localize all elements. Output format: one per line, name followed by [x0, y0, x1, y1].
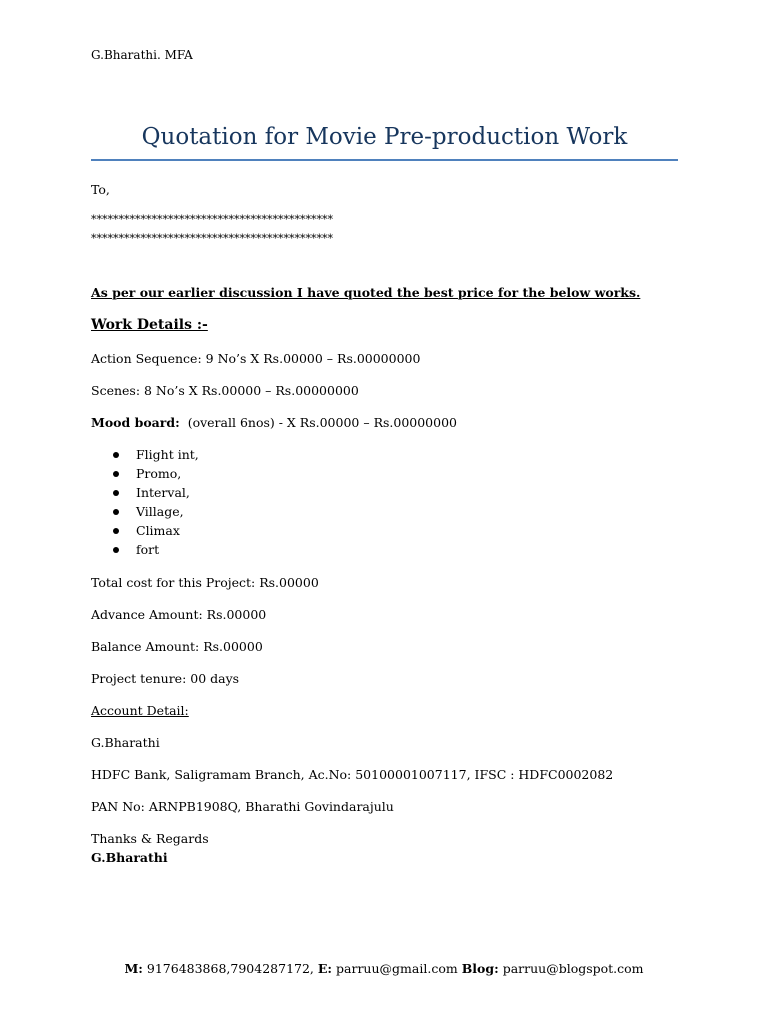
signer-name: G.Bharathi [91, 850, 168, 865]
list-item: Flight int, [110, 447, 199, 466]
action-sequence-line: Action Sequence: 9 No’s X Rs.00000 – Rs.00000000 [91, 351, 421, 366]
work-details-heading: Work Details :- [91, 317, 208, 333]
blog-value: parruu@blogspot.com [502, 961, 644, 976]
address-line-2: ******************************************** [91, 232, 333, 245]
email-label: E: [317, 961, 333, 976]
title-underline-rule [91, 159, 678, 161]
balance-amount-line: Balance Amount: Rs.00000 [91, 639, 263, 654]
mood-board-line [91, 415, 457, 430]
mobile-label: M: [124, 961, 143, 976]
mood-board-list [110, 447, 199, 561]
intro-text: As per our earlier discussion I have quoted the best price for the below works. [91, 285, 641, 300]
project-tenure-line: Project tenure: 00 days [91, 671, 240, 686]
bullet-icon [113, 490, 119, 496]
bullet-icon [113, 547, 119, 553]
total-cost-line: Total cost for this Project: Rs.00000 [91, 575, 319, 590]
bullet-icon [113, 471, 119, 477]
pan-details: PAN No: ARNPB1908Q, Bharathi Govindarajulu [91, 799, 394, 814]
footer-contact [0, 961, 768, 976]
bullet-icon [113, 452, 119, 458]
address-line-1: ******************************************** [91, 213, 333, 226]
scenes-line: Scenes: 8 No’s X Rs.00000 – Rs.00000000 [91, 383, 359, 398]
list-item: Promo, [110, 466, 199, 485]
list-item: Village, [110, 504, 199, 523]
account-detail-heading: Account Detail: [91, 703, 189, 718]
email-value: parruu@gmail.com [336, 961, 458, 976]
advance-amount-line: Advance Amount: Rs.00000 [91, 607, 267, 622]
header-author: G.Bharathi. MFA [91, 48, 193, 62]
to-label: To, [91, 182, 110, 197]
list-item: Interval, [110, 485, 199, 504]
blog-label: Blog: [461, 961, 499, 976]
list-item: fort [110, 542, 199, 561]
closing-thanks: Thanks & Regards [91, 831, 209, 846]
bullet-icon [113, 528, 119, 534]
mobile-value: 9176483868,7904287172, [146, 961, 314, 976]
account-name: G.Bharathi [91, 735, 160, 750]
bullet-icon [113, 509, 119, 515]
bank-details: HDFC Bank, Saligramam Branch, Ac.No: 50100001007117, IFSC : HDFC0002082 [91, 767, 614, 782]
list-item: Climax [110, 523, 199, 542]
mood-board-label: Mood board: [91, 415, 180, 430]
document-title: Quotation for Movie Pre-production Work [141, 124, 628, 150]
mood-board-value: (overall 6nos) - X Rs.00000 – Rs.00000000 [187, 415, 457, 430]
